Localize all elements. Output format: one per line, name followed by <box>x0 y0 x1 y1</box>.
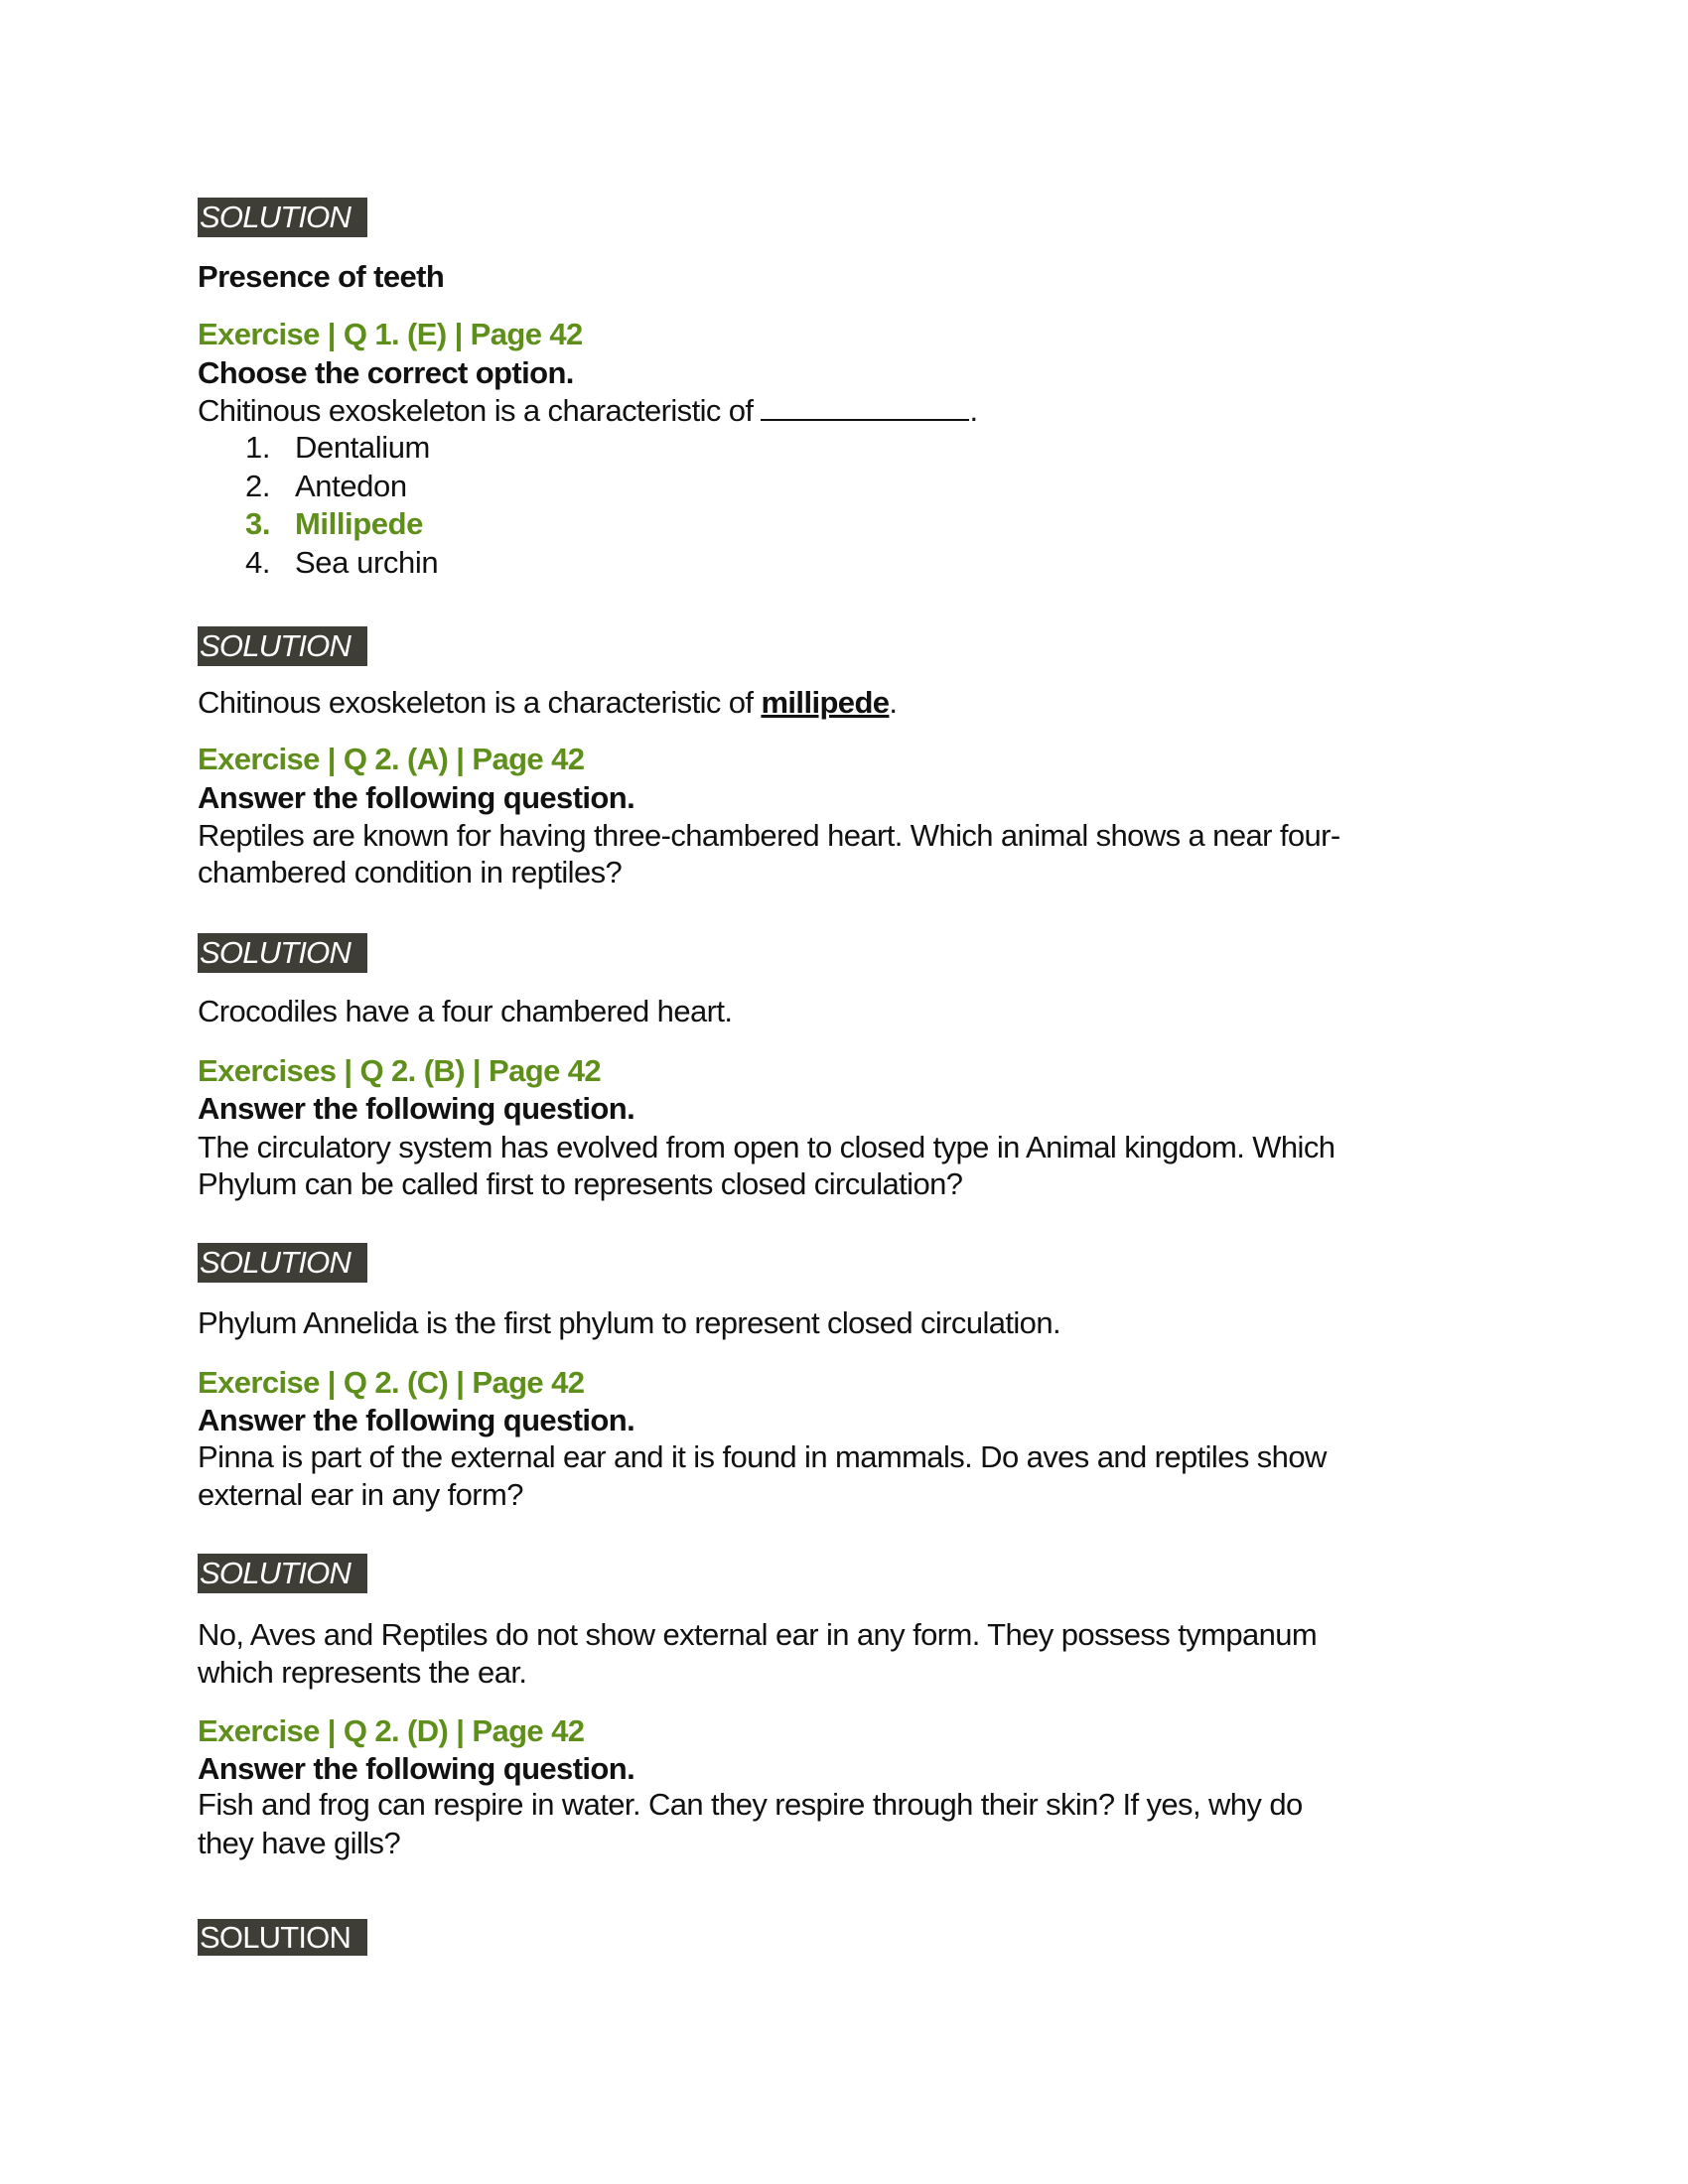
exercise-header: Exercises | Q 2. (B) | Page 42 <box>198 1053 602 1088</box>
question-instruction: Answer the following question. <box>198 1751 635 1786</box>
solution-label: SOLUTION <box>198 1243 367 1283</box>
question-text-line: they have gills? <box>198 1826 401 1860</box>
option-number: 4. <box>245 545 271 580</box>
option-text: Dentalium <box>295 430 430 465</box>
exercise-header: Exercise | Q 2. (D) | Page 42 <box>198 1713 585 1748</box>
solution-label: SOLUTION <box>198 1919 367 1956</box>
question-text-line: Fish and frog can respire in water. Can they respire through their skin? If yes, why do <box>198 1787 1303 1822</box>
question-text-line: The circulatory system has evolved from open to closed type in Animal kingdom. Which <box>198 1130 1336 1164</box>
option-number: 2. <box>245 469 271 503</box>
question-text-line: Reptiles are known for having three-chambered heart. Which animal shows a near four- <box>198 818 1340 853</box>
question-text <box>198 392 977 430</box>
option-text: Antedon <box>295 469 407 503</box>
answer-text: Crocodiles have a four chambered heart. <box>198 994 733 1028</box>
answer-text: Phylum Annelida is the first phylum to represent closed circulation. <box>198 1305 1060 1340</box>
question-text-line: Pinna is part of the external ear and it is found in mammals. Do aves and reptiles show <box>198 1439 1327 1474</box>
answer-text: Presence of teeth <box>198 259 445 294</box>
exercise-header: Exercise | Q 1. (E) | Page 42 <box>198 317 583 351</box>
question-instruction: Choose the correct option. <box>198 355 574 390</box>
answer-suffix: . <box>889 685 898 720</box>
question-text-line: external ear in any form? <box>198 1477 523 1512</box>
question-text-line: chambered condition in reptiles? <box>198 855 623 889</box>
solution-label: SOLUTION <box>198 198 367 237</box>
question-instruction: Answer the following question. <box>198 780 635 815</box>
answer-text-line: which represents the ear. <box>198 1655 527 1690</box>
option-number: 3. <box>245 506 271 541</box>
option-number: 1. <box>245 430 271 465</box>
question-text-line: Phylum can be called first to represents closed circulation? <box>198 1166 963 1201</box>
question-text-before: Chitinous exoskeleton is a characteristic of <box>198 393 754 428</box>
option-text: Sea urchin <box>295 545 439 580</box>
solution-label: SOLUTION <box>198 626 367 666</box>
question-instruction: Answer the following question. <box>198 1403 635 1437</box>
answer-text-line: No, Aves and Reptiles do not show external ear in any form. They possess tympanum <box>198 1617 1318 1652</box>
exercise-header: Exercise | Q 2. (A) | Page 42 <box>198 742 585 776</box>
question-instruction: Answer the following question. <box>198 1091 635 1126</box>
fill-in-blank <box>761 395 969 421</box>
question-text-after: . <box>969 393 978 428</box>
solution-label: SOLUTION <box>198 933 367 973</box>
exercise-header: Exercise | Q 2. (C) | Page 42 <box>198 1365 585 1400</box>
answer-prefix: Chitinous exoskeleton is a characteristic of <box>198 685 754 720</box>
option-text: Millipede <box>295 506 424 541</box>
solution-label: SOLUTION <box>198 1554 367 1593</box>
answer-text <box>198 684 897 722</box>
answer-highlight: millipede <box>761 685 890 720</box>
